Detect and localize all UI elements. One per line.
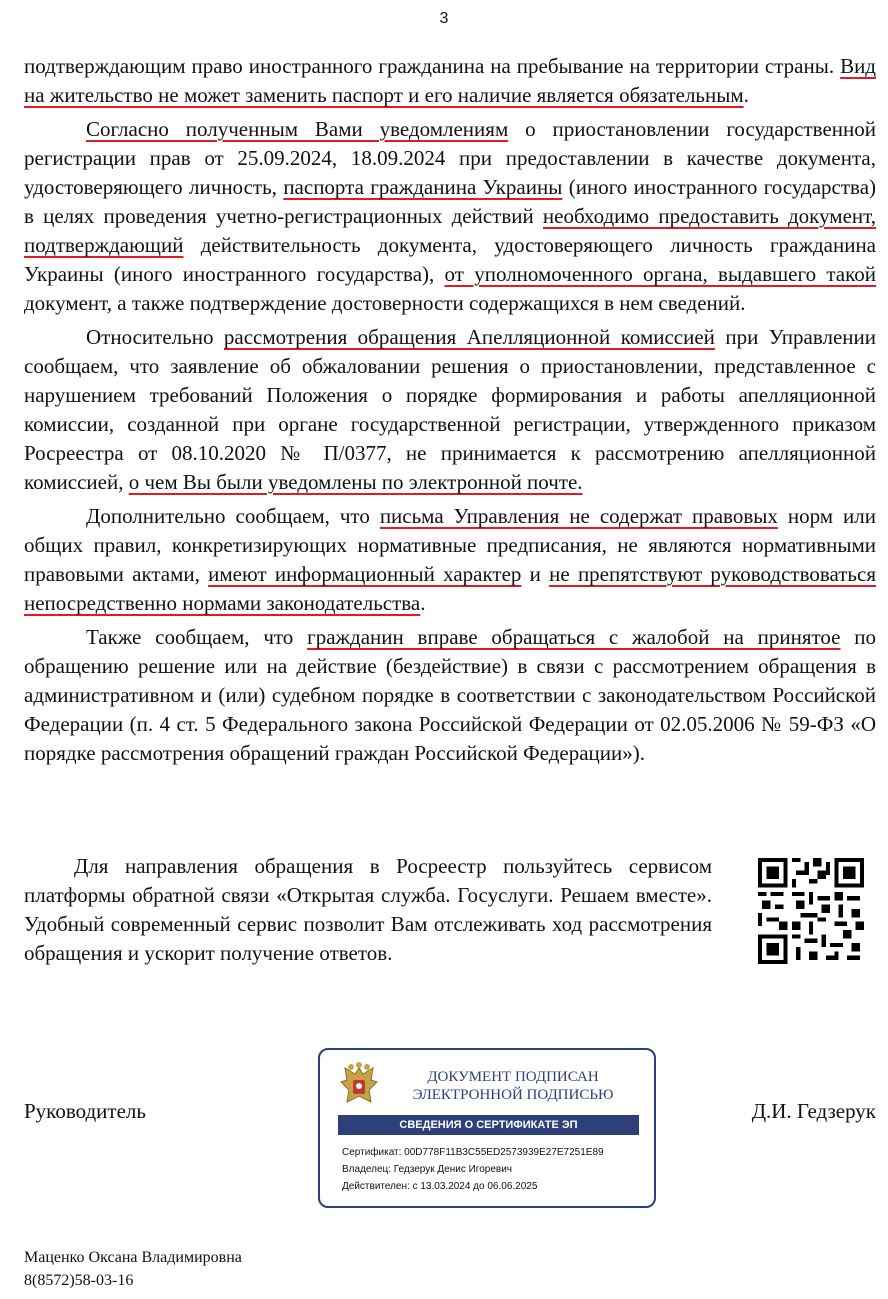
text-segment: действительность документа, удостоверяющего личность гражданина Украины (иного иностранного государства), <box>24 233 876 286</box>
electronic-signature-stamp <box>318 1048 656 1208</box>
underlined-segment: Вид на жительство не может заменить паспорт и его наличие является обязательным <box>24 54 876 107</box>
text-segment: . <box>743 83 749 107</box>
underlined-segment: паспорта гражданина Украины <box>283 175 563 199</box>
underlined-segment: письма Управления не содержат правовых <box>379 504 778 528</box>
text-segment: документ, а также подтверждение достоверности содержащихся в нем сведений. <box>24 291 746 315</box>
stamp-title-line: ЭЛЕКТРОННОЙ ПОДПИСЬЮ <box>412 1087 614 1103</box>
text-segment: норм или общих правил, конкретизирующих нормативные предписания, не являются нормативными правовыми актами, <box>24 504 876 586</box>
underlined-segment: не препятствуют руководствоваться непосредственно нормами законодательства <box>24 562 876 615</box>
text-segment: при Управлении сообщаем, что заявление об обжаловании решения о приостановлении, представленное с нарушением требований Положения о порядке формирования и работы апелляционной комиссии, созданной при органе государственной регистрации, утвержденного приказом Росреестра от 08.10.2020 № П/0377, не принимается к рассмотрению апелляционной комиссией, <box>24 325 876 494</box>
underlined-segment: о чем Вы были уведомлены по электронной почте. <box>128 470 583 494</box>
certificate-header: СВЕДЕНИЯ О СЕРТИФИКАТЕ ЭП <box>338 1115 639 1135</box>
paragraph-4 <box>24 502 876 618</box>
certificate-number: Сертификат: 00D778F11B3C55ED2573939E27E7251E89 <box>342 1147 604 1158</box>
stamp-title <box>380 1068 646 1104</box>
paragraph-1 <box>24 52 876 110</box>
text-segment: Относительно <box>86 325 224 349</box>
underlined-segment: Согласно полученным Вами уведомлениям <box>86 117 509 141</box>
stamp-title-line: ДОКУМЕНТ ПОДПИСАН <box>427 1069 599 1085</box>
paragraph-5 <box>24 623 876 768</box>
paragraph-2 <box>24 115 876 318</box>
underlined-segment: имеют информационный характер <box>208 562 522 586</box>
executor-name: Маценко Оксана Владимировна <box>24 1249 242 1266</box>
qr-code-icon[interactable] <box>758 858 864 964</box>
certificate-validity: Действителен: с 13.03.2024 до 06.06.2025 <box>342 1181 538 1192</box>
underlined-segment: необходимо предоставить документ, подтверждающий <box>24 204 876 257</box>
underlined-segment: от уполномоченного органа, выдавшего такой <box>444 262 876 286</box>
text-segment: . <box>420 591 426 615</box>
russian-emblem-icon <box>337 1062 381 1110</box>
underlined-segment: рассмотрения обращения Апелляционной комиссией <box>223 325 715 349</box>
letter-body <box>24 52 876 773</box>
signatory-position: Руководитель <box>24 1099 146 1123</box>
executor-phone: 8(8572)58-03-16 <box>24 1272 134 1289</box>
signatory-name: Д.И. Гедзерук <box>751 1099 876 1123</box>
text-segment: и <box>521 562 550 586</box>
text-segment: по обращению решение или на действие (бездействие) в связи с рассмотрением обращения в административном и (или) судебном порядке в соответствии с законодательством Российской Федерации (п. 4 ст. 5 Федерального закона Российской Федерации от 02.05.2006 № 59-ФЗ «О порядке рассмотрения обращений граждан Российской Федерации»). <box>24 625 876 765</box>
executor-info <box>24 1246 242 1292</box>
text-segment: (иного иностранного государства) в целях проведения учетно-регистрационных действий <box>24 175 877 228</box>
underlined-segment: гражданин вправе обращаться с жалобой на принятое <box>307 625 841 649</box>
certificate-owner: Владелец: Гедзерук Денис Игоревич <box>342 1164 512 1175</box>
service-notice: Для направления обращения в Росреестр пользуйтесь сервисом платформы обратной связи «Открытая служба. Госуслуги. Решаем вместе». Удобный современный сервис позволит Вам отслеживать ход рассмотрения обращения и ускорит получение ответов. <box>24 854 712 965</box>
text-segment: Дополнительно сообщаем, что <box>86 504 380 528</box>
text-segment: подтверждающим право иностранного гражданина на пребывание на территории страны. <box>24 54 841 78</box>
text-segment: Также сообщаем, что <box>86 625 308 649</box>
paragraph-3 <box>24 323 876 497</box>
page-number: 3 <box>439 10 449 27</box>
text-segment: о приостановлении государственной регистрации прав от 25.09.2024, 18.09.2024 при предоставлении в качестве документа, удостоверяющего личность, <box>24 117 876 199</box>
